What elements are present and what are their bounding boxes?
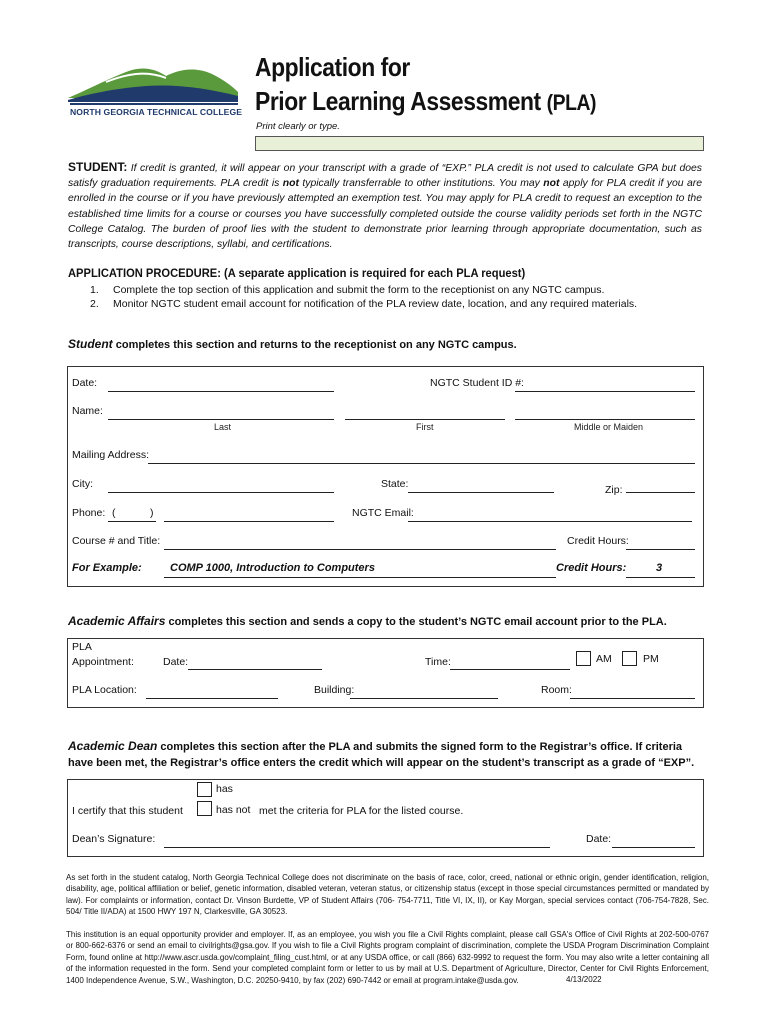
city-field[interactable] xyxy=(108,492,334,493)
name-label: Name: xyxy=(72,405,103,417)
academic-dean-heading xyxy=(68,738,708,771)
title-line-1: Application for xyxy=(255,52,410,82)
example-credit-line xyxy=(626,577,695,578)
example-course: COMP 1000, Introduction to Computers xyxy=(170,562,375,574)
city-label: City: xyxy=(72,478,93,490)
appt-date-label: Date: xyxy=(163,656,189,668)
appointment-label: Appointment: xyxy=(72,656,134,668)
am-label: AM xyxy=(596,653,612,665)
zip-field[interactable] xyxy=(626,492,695,493)
phone-label: Phone: xyxy=(72,507,106,519)
page-title xyxy=(255,50,596,120)
notice-text-c: apply for PLA credit if you are enrolled in the course or if you have previously attempted an exemption test. You may apply for PLA credit to request an exception to the established time limits for a course or courses you have successfully completed outside the course validity periods set forth in the NGTC College Catalog. The burden of proof lies with the student to demonstrate prior learning through appropriate documentation, such as transcripts, course descriptions, syllabi, and certifications. xyxy=(68,178,702,251)
student-section-heading xyxy=(68,337,517,351)
notice-text-a: If credit is granted, it will appear on your transcript with a grade of “EXP.” PLA credit is not used to calculate GPA but does satisfy graduation requirements. PLA credit is xyxy=(68,163,702,190)
course-field[interactable] xyxy=(164,549,556,550)
certify-label: I certify that this student xyxy=(72,805,183,817)
date-label: Date: xyxy=(72,377,98,389)
has-label: has xyxy=(216,783,233,795)
middle-name-field[interactable] xyxy=(515,419,695,420)
example-credit-value: 3 xyxy=(656,562,663,574)
footer-civil-rights: This institution is an equal opportunity provider and employer. If, as an employee, you wish you file a Civil Rights complaint, please call GSA's Office of Civil Rights at 202-500-0767 or 800-662-6376 or send an email to civilrights@gsa.gov. If you wish to file a Civil Rights program complaint of discrimination, complete the USDA Program Discrimination Complaint Form, found online at http://www.ascr.usda.gov/complaint_filing_cust.html, or at any USDA office, or call (866) 632-9992 to request the form. You may also write a letter containing all of the information requested in the form. Send your completed complaint form or letter to us by mail at U.S. Department of Agriculture, Director, Center for Civil Rights Enforcement, 1400 Independence Avenue, S.W., Washington, D.C. 20250-9410, by fax (202) 690-7442 or email at program.intake@usda.gov. xyxy=(66,930,709,985)
academic-affairs-heading xyxy=(68,614,667,628)
procedure-heading: APPLICATION PROCEDURE: (A separate application is required for each PLA request) xyxy=(68,266,526,280)
footer-nondiscrimination: As set forth in the student catalog, North Georgia Technical College does not discriminate on the basis of race, color, creed, national or ethnic origin, gender identification, religion, disability, age, political affiliation or belief, genetic information, disabled veteran, veteran status, or citizenship status (except in those special circumstances permitted or mandated by law). For complaints or information, contact Dr. Vinson Burdette, VP of Student Affairs (706- 754-7711, Title VI, IX, II), or Kay Morgan, special services contact (706-754-7828, Sec. 504/ Title II/ADA) at 1500 HWY 197 N, Clarkesville, GA 30523. xyxy=(66,873,709,917)
example-course-line xyxy=(164,577,556,578)
academic-dean-box xyxy=(67,779,704,857)
dean-date-label: Date: xyxy=(586,833,612,845)
appt-date-field[interactable] xyxy=(188,669,322,670)
dean-signature-field[interactable] xyxy=(164,847,550,848)
procedure-step xyxy=(90,284,605,296)
student-notice-label: STUDENT: xyxy=(68,160,128,174)
has-not-label: has not xyxy=(216,804,251,816)
building-field[interactable] xyxy=(350,698,498,699)
dean-signature-label: Dean’s Signature: xyxy=(72,833,156,845)
zip-label: Zip: xyxy=(605,484,623,496)
course-label: Course # and Title: xyxy=(72,535,161,547)
mailing-address-field[interactable] xyxy=(148,463,695,464)
pm-checkbox[interactable] xyxy=(622,651,637,666)
page-subtitle: Print clearly or type. xyxy=(256,121,340,132)
pm-label: PM xyxy=(643,653,659,665)
credit-hours-label: Credit Hours: xyxy=(567,535,629,547)
step-number: 1. xyxy=(90,284,99,296)
last-name-field[interactable] xyxy=(108,419,334,420)
student-notice xyxy=(68,160,702,252)
has-checkbox[interactable] xyxy=(197,782,212,797)
state-label: State: xyxy=(381,478,409,490)
procedure-step xyxy=(90,298,638,310)
step-number: 2. xyxy=(90,298,99,310)
am-checkbox[interactable] xyxy=(576,651,591,666)
middle-sublabel: Middle or Maiden xyxy=(574,422,644,432)
appt-time-label: Time: xyxy=(425,656,451,668)
pla-location-label: PLA Location: xyxy=(72,684,137,696)
notice-not-1: not xyxy=(282,178,299,190)
room-label: Room: xyxy=(541,684,572,696)
appt-time-field[interactable] xyxy=(450,669,570,670)
title-line-2: Prior Learning Assessment xyxy=(255,86,541,116)
has-not-checkbox[interactable] xyxy=(197,801,212,816)
student-section-instruction: completes this section and returns to the receptionist on any NGTC campus. xyxy=(112,339,517,351)
title-suffix: (PLA) xyxy=(546,90,597,115)
college-logo xyxy=(66,58,241,122)
academic-affairs-instruction: completes this section and sends a copy to the student’s NGTC email account prior to the PLA. xyxy=(165,616,667,628)
building-label: Building: xyxy=(314,684,355,696)
academic-dean-instruction: completes this section after the PLA and submits the signed form to the Registrar’s office. If criteria have been met, the Registrar’s office enters the credit which will appear on the student’s transcript as a grade of “EXP”. xyxy=(68,741,695,769)
room-field[interactable] xyxy=(570,698,695,699)
last-sublabel: Last xyxy=(214,422,232,432)
date-field[interactable] xyxy=(108,391,334,392)
email-label: NGTC Email: xyxy=(352,507,414,519)
student-section-box xyxy=(67,366,704,587)
example-label: For Example: xyxy=(72,562,142,574)
academic-dean-who: Academic Dean xyxy=(68,739,158,753)
logo-text: NORTH GEORGIA TECHNICAL COLLEGE xyxy=(70,103,238,117)
first-sublabel: First xyxy=(416,422,434,432)
header-green-bar xyxy=(255,136,704,151)
footer-date: 4/13/2022 xyxy=(563,975,602,984)
student-id-field[interactable] xyxy=(515,391,695,392)
first-name-field[interactable] xyxy=(345,419,505,420)
dean-date-field[interactable] xyxy=(612,847,695,848)
pla-location-field[interactable] xyxy=(146,698,278,699)
phone-open-paren: ( xyxy=(112,507,116,519)
state-field[interactable] xyxy=(408,492,554,493)
student-section-who: Student xyxy=(68,337,113,351)
phone-number-field[interactable] xyxy=(164,521,334,522)
step-text: Monitor NGTC student email account for notification of the PLA review date, location, and any required materials. xyxy=(113,298,638,310)
example-credit-label: Credit Hours: xyxy=(556,562,627,574)
criteria-text: met the criteria for PLA for the listed course. xyxy=(259,805,464,817)
mailing-address-label: Mailing Address: xyxy=(72,449,150,461)
phone-close-paren: ) xyxy=(150,507,154,519)
email-field[interactable] xyxy=(408,521,692,522)
notice-text-b: typically transferrable to other institutions. You may xyxy=(298,178,544,190)
phone-area-code-field[interactable] xyxy=(108,521,156,522)
notice-not-2: not xyxy=(543,178,560,190)
credit-hours-field[interactable] xyxy=(626,549,695,550)
step-text: Complete the top section of this application and submit the form to the receptionist on any NGTC campus. xyxy=(113,284,605,296)
academic-affairs-who: Academic Affairs xyxy=(68,614,166,628)
pla-label: PLA xyxy=(72,641,92,653)
student-id-label: NGTC Student ID #: xyxy=(430,377,524,389)
